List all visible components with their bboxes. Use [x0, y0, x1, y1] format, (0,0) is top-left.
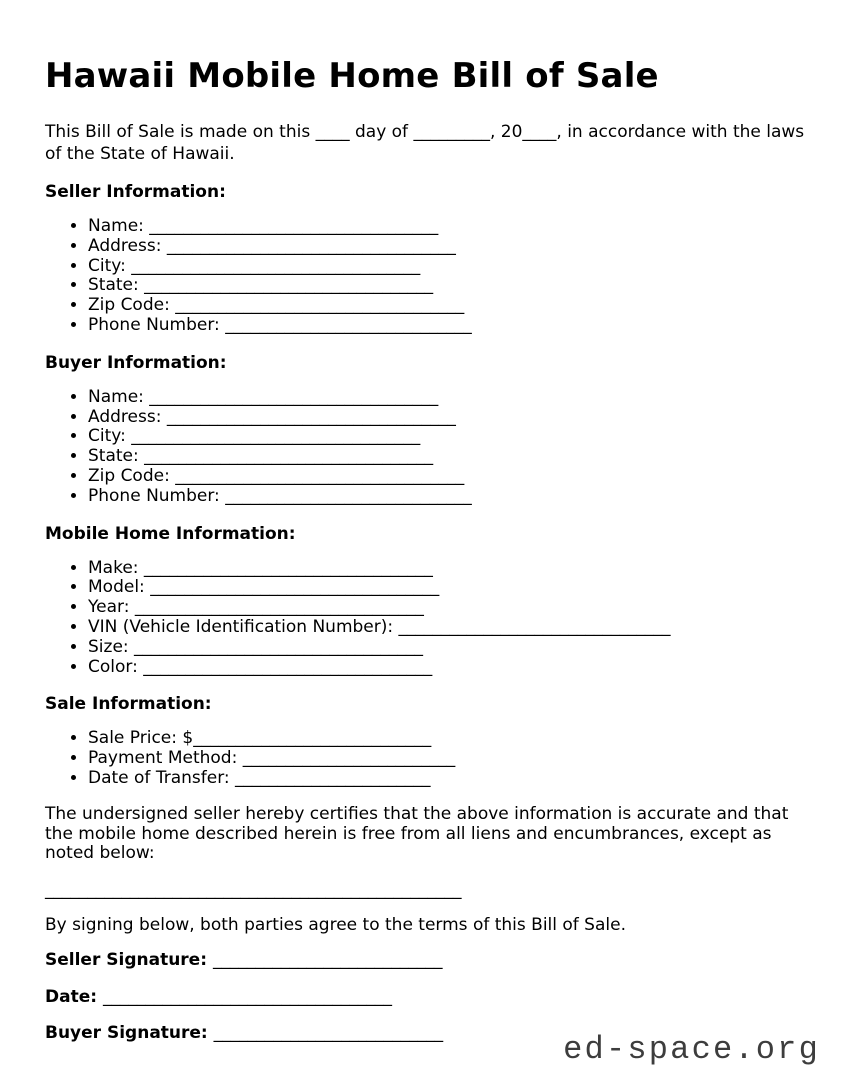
field-blank-line: __________________________________ [175, 465, 465, 486]
section-seller-information [45, 181, 797, 336]
field-label: Name: [88, 386, 150, 407]
field-row-make [88, 559, 797, 579]
field-label: State: [88, 446, 145, 467]
field-label: VIN (Vehicle Identification Number): [88, 616, 399, 637]
field-row-model [88, 578, 797, 598]
buyer-field-list [45, 388, 797, 507]
field-label: Phone Number: [88, 485, 226, 506]
field-blank-line: ________________________________ [398, 616, 671, 637]
ed-space-watermark: ed-space.org [563, 1031, 820, 1068]
certification-line-2: the mobile home described herein is free from all liens and encumbrances, except as [45, 823, 772, 844]
seller-signature-blank-line: ___________________________ [212, 950, 443, 971]
buyer-signature-label: Buyer Signature: [45, 1023, 214, 1044]
field-row-buyer-zip [88, 467, 797, 487]
field-blank-line: __________________________________ [144, 446, 434, 467]
field-blank-line: __________________________________ [131, 426, 421, 447]
field-row-color [88, 658, 797, 678]
section-sale-information [45, 693, 797, 788]
field-row-buyer-phone [88, 487, 797, 507]
mobile-home-field-list [45, 559, 797, 678]
seller-field-list [45, 217, 797, 336]
field-row-payment-method [88, 749, 797, 769]
field-label: Zip Code: [88, 465, 176, 486]
field-label: Size: [88, 636, 135, 657]
intro-line-2: of the State of Hawaii. [45, 144, 235, 164]
field-blank-line: __________________________________ [149, 386, 439, 407]
field-label: Payment Method: [88, 748, 243, 769]
field-label: Address: [88, 406, 167, 427]
field-label: City: [88, 255, 132, 276]
field-blank-line: __________________________________ [149, 216, 439, 236]
field-blank-line: __________________________________ [166, 406, 456, 427]
seller-information-heading: Seller Information: [45, 182, 226, 202]
field-label: Color: [88, 656, 144, 677]
field-blank-line: _____________________________ [225, 314, 472, 335]
seller-signature-label: Seller Signature: [45, 950, 213, 971]
field-blank-line: __________________________________ [143, 656, 433, 677]
field-blank-line: __________________________________ [143, 557, 433, 578]
field-label: City: [88, 426, 132, 447]
field-blank-line: _____________________________ [225, 485, 472, 506]
field-row-buyer-state [88, 447, 797, 467]
exceptions-blank-line: _________________________________________________ [45, 880, 462, 901]
document-title: Hawaii Mobile Home Bill of Sale [45, 56, 659, 96]
field-label: Make: [88, 557, 144, 578]
field-row-buyer-address [88, 408, 797, 428]
agreement-statement: By signing below, both parties agree to the terms of this Bill of Sale. [45, 915, 626, 936]
field-row-seller-address [88, 237, 797, 257]
field-blank-line: ____________________________ [193, 728, 432, 749]
field-row-seller-city [88, 257, 797, 277]
field-row-year [88, 598, 797, 618]
field-blank-line: _______________________ [235, 767, 431, 788]
field-row-seller-zip [88, 296, 797, 316]
buyer-information-heading: Buyer Information: [45, 352, 227, 373]
field-label: Year: [88, 597, 135, 618]
date-row [45, 987, 797, 1007]
field-label: Sale Price: $ [88, 728, 194, 749]
field-label: Date of Transfer: [88, 767, 236, 788]
field-blank-line: __________________________________ [131, 255, 421, 276]
sale-field-list [45, 729, 797, 788]
field-blank-line: __________________________________ [166, 235, 456, 256]
certification-line-1: The undersigned seller hereby certifies that the above information is accurate and that [45, 803, 789, 824]
field-row-buyer-name [88, 388, 797, 408]
field-label: Name: [88, 216, 150, 236]
intro-line-1: This Bill of Sale is made on this ____ day of _________, 20____, in accordance with the laws [45, 122, 805, 142]
field-row-date-of-transfer [88, 769, 797, 789]
field-label: Zip Code: [88, 295, 176, 316]
field-row-buyer-city [88, 427, 797, 447]
field-row-seller-state [88, 276, 797, 296]
section-buyer-information [45, 352, 797, 507]
section-mobile-home-information [45, 523, 797, 678]
field-row-vin [88, 618, 797, 638]
sale-information-heading: Sale Information: [45, 694, 212, 715]
certification-paragraph [45, 805, 797, 864]
field-row-seller-phone [88, 316, 797, 336]
field-blank-line: _________________________ [242, 748, 456, 769]
intro-paragraph [45, 121, 805, 165]
mobile-home-information-heading: Mobile Home Information: [45, 523, 296, 544]
field-label: Model: [88, 577, 151, 598]
certification-line-3: noted below: [45, 843, 155, 864]
field-label: State: [88, 275, 145, 296]
field-row-sale-price [88, 729, 797, 749]
field-blank-line: __________________________________ [150, 577, 440, 598]
field-label: Address: [88, 235, 167, 256]
date-label: Date: [45, 987, 103, 1008]
date-blank-line: __________________________________ [102, 987, 392, 1008]
field-label: Phone Number: [88, 314, 226, 335]
field-blank-line: __________________________________ [134, 636, 424, 657]
field-blank-line: __________________________________ [134, 597, 424, 618]
field-blank-line: __________________________________ [175, 295, 465, 316]
field-blank-line: __________________________________ [144, 275, 434, 296]
seller-signature-row [45, 950, 797, 970]
field-row-seller-name [88, 217, 797, 237]
field-row-size [88, 638, 797, 658]
buyer-signature-blank-line: ___________________________ [213, 1023, 444, 1044]
